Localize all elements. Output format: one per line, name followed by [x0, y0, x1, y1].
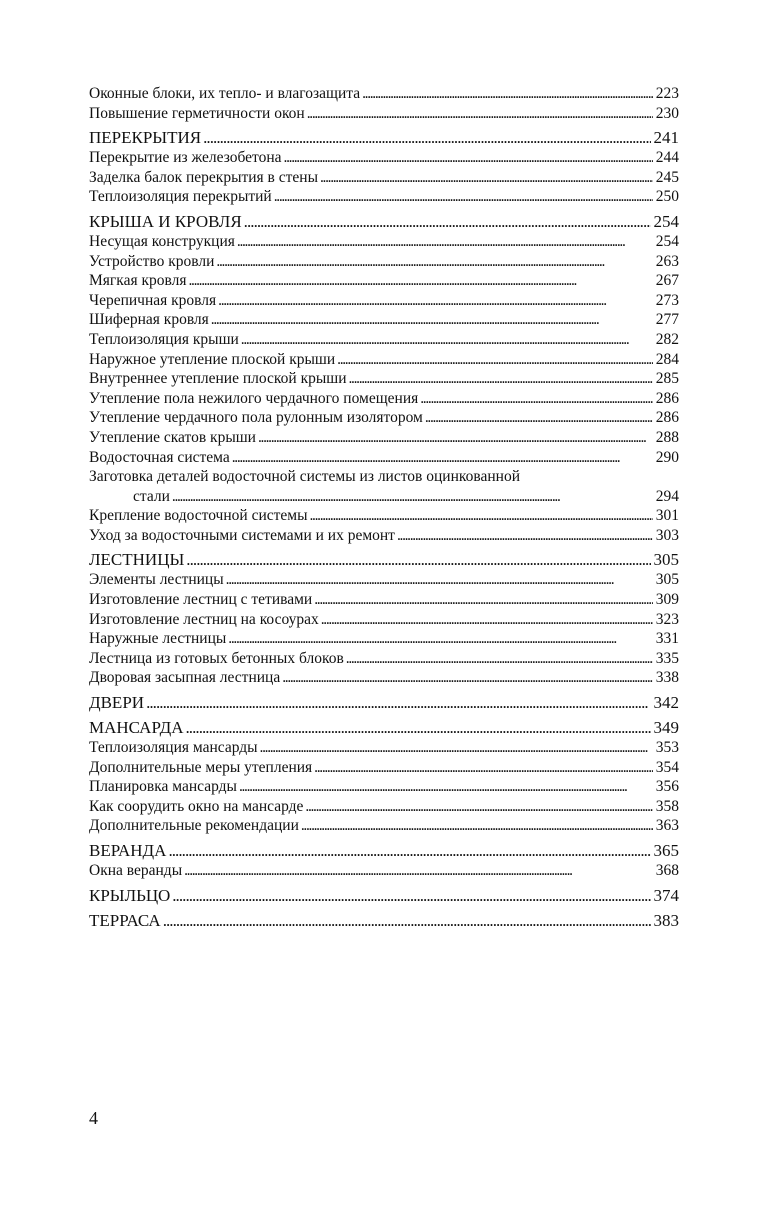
- toc-entry-title: Шиферная кровля: [89, 311, 209, 329]
- toc-entry-title: Перекрытие из железобетона: [89, 149, 282, 167]
- toc-entry-title: Уход за водосточными системами и их ремонт: [89, 526, 395, 544]
- dot-leader: [274, 187, 653, 207]
- toc-section: [89, 911, 679, 931]
- dot-leader: [226, 570, 653, 590]
- toc-entry-page: 358: [655, 797, 679, 815]
- toc-entry-title-line: Заготовка деталей водосточной системы из листов оцинкованной: [89, 468, 521, 486]
- toc-entry-page: 331: [655, 630, 679, 648]
- toc-section: [89, 886, 679, 906]
- toc-entry-page: 338: [655, 669, 679, 687]
- dot-leader: [282, 668, 653, 688]
- toc-entry: [89, 610, 679, 630]
- toc-section-title: ВЕРАНДА: [89, 841, 167, 860]
- dot-leader: [168, 841, 650, 861]
- toc-entry-page: 277: [655, 311, 679, 329]
- toc-entry-page: 294: [655, 487, 679, 505]
- toc-entry-title: Устройство кровли: [89, 252, 215, 270]
- toc-entry: [89, 232, 679, 252]
- toc-entry-title: Дополнительные меры утепления: [89, 758, 313, 776]
- toc-entry: [89, 526, 679, 546]
- toc-entry-page: 363: [655, 817, 679, 835]
- dot-leader: [420, 389, 653, 409]
- toc-entry: [89, 777, 679, 797]
- toc-entry: [89, 252, 679, 272]
- dot-leader: [239, 777, 653, 797]
- toc-section-page: 305: [653, 550, 679, 570]
- dot-leader: [362, 84, 653, 104]
- toc-section-page: 365: [653, 841, 679, 860]
- toc-entry: [89, 168, 679, 188]
- toc-entry-title: Как соорудить окно на мансарде: [89, 797, 304, 815]
- toc-section-page: 374: [653, 885, 679, 905]
- toc-entry-title: Повышение герметичности окон: [89, 104, 305, 122]
- toc-entry: [89, 487, 679, 507]
- toc-entry-title: Планировка мансарды: [89, 778, 237, 796]
- dot-leader: [216, 252, 652, 272]
- toc-entry-title: Теплоизоляция перекрытий: [89, 188, 272, 206]
- toc-entry: [89, 797, 679, 817]
- toc-entry-title: Лестница из готовых бетонных блоков: [89, 649, 344, 667]
- toc-section-title: ДВЕРИ: [89, 693, 145, 713]
- dot-leader: [284, 148, 653, 168]
- toc-entry: [89, 389, 679, 409]
- toc-entry-title: Водосточная система: [89, 448, 230, 466]
- toc-entry: [89, 330, 679, 350]
- toc-section-title: ПЕРЕКРЫТИЯ: [89, 128, 202, 148]
- toc-entry-page: 301: [655, 507, 679, 525]
- toc-section-page: 383: [653, 910, 679, 930]
- dot-leader: [305, 797, 652, 817]
- toc-entry-page: 305: [655, 571, 679, 589]
- toc-entry-page: 284: [655, 350, 679, 368]
- dot-leader: [241, 330, 653, 350]
- toc-entry-title: Изготовление лестниц с тетивами: [89, 591, 313, 609]
- dot-leader: [258, 428, 653, 448]
- toc-entry-page: 245: [655, 168, 679, 186]
- toc-entry-title: Наружные лестницы: [89, 630, 227, 648]
- toc-entry-title: Утепление скатов крыши: [89, 428, 256, 446]
- dot-leader: [184, 861, 653, 881]
- toc-entry-title: Крепление водосточной системы: [89, 507, 308, 525]
- dot-leader: [218, 291, 653, 311]
- toc-entry: [89, 428, 679, 448]
- toc-entry-page: 353: [655, 739, 679, 757]
- toc-entry: [89, 350, 679, 370]
- dot-leader: [314, 758, 653, 778]
- dot-leader: [203, 128, 650, 148]
- toc-entry: [89, 291, 679, 311]
- toc-section-page: 342: [653, 693, 679, 713]
- toc-section-title: КРЫЛЬЦО: [89, 885, 171, 905]
- toc-entry-page: 303: [655, 526, 679, 544]
- toc-entry: [89, 861, 679, 881]
- toc-section: [89, 212, 679, 232]
- toc-entry-title: Изготовление лестниц на косоурах: [89, 610, 319, 628]
- dot-leader: [425, 408, 653, 428]
- toc-section-page: 254: [653, 211, 679, 231]
- toc-entry-title: Дворовая засыпная лестница: [89, 669, 281, 687]
- toc-entry: [89, 408, 679, 428]
- toc-entry: [89, 84, 679, 104]
- toc-entry: [89, 506, 679, 526]
- toc-entry-page: 267: [655, 272, 679, 290]
- toc-entry: [89, 448, 679, 468]
- toc-entry-page: 250: [655, 188, 679, 206]
- dot-leader: [260, 738, 653, 758]
- toc-section: [89, 550, 679, 570]
- dot-leader: [146, 693, 650, 713]
- toc-entry-page: 273: [655, 291, 679, 309]
- dot-leader: [188, 271, 652, 291]
- toc-entry: [89, 758, 679, 778]
- toc-entry: [89, 668, 679, 688]
- toc-entry-title: Утепление пола нежилого чердачного помещения: [89, 389, 419, 407]
- toc-entry: [89, 187, 679, 207]
- toc-entry-title: Черепичная кровля: [89, 291, 217, 309]
- dot-leader: [314, 590, 653, 610]
- toc-entry: [89, 369, 679, 389]
- toc-entry: [89, 816, 679, 836]
- toc-entry-page: 288: [655, 428, 679, 446]
- toc-section: [89, 128, 679, 148]
- dot-leader: [337, 350, 653, 370]
- dot-leader: [232, 448, 653, 468]
- toc-entry-page: 286: [655, 389, 679, 407]
- dot-leader: [310, 506, 653, 526]
- table-of-contents: [89, 84, 679, 931]
- toc-section-title: ТЕРРАСА: [89, 910, 161, 930]
- toc-entry-page: 354: [655, 758, 679, 776]
- dot-leader: [397, 526, 653, 546]
- toc-entry-title: Наружное утепление плоской крыши: [89, 350, 336, 368]
- toc-entry-title: Теплоизоляция крыши: [89, 330, 239, 348]
- toc-entry: [89, 649, 679, 669]
- toc-entry-title: Заделка балок перекрытия в стены: [89, 168, 318, 186]
- toc-entry-page: 309: [655, 591, 679, 609]
- toc-section: [89, 841, 679, 861]
- dot-leader: [237, 232, 653, 252]
- dot-leader: [244, 212, 651, 232]
- toc-entry-page: 368: [655, 862, 679, 879]
- toc-entry-title: Теплоизоляция мансарды: [89, 739, 258, 757]
- toc-entry-page: 244: [655, 149, 679, 167]
- toc-entry-title: Оконные блоки, их тепло- и влагозащита: [89, 85, 361, 102]
- dot-leader: [349, 369, 653, 389]
- dot-leader: [228, 629, 652, 649]
- toc-entry: [89, 271, 679, 291]
- toc-section-page: 349: [653, 718, 679, 738]
- page-number: 4: [89, 1108, 98, 1128]
- toc-section: [89, 693, 679, 713]
- dot-leader: [211, 310, 653, 330]
- toc-entry-page: 286: [655, 409, 679, 427]
- toc-entry-page: 356: [655, 778, 679, 796]
- toc-entry-title: Элементы лестницы: [89, 571, 224, 589]
- dot-leader: [186, 718, 651, 738]
- toc-entry-title: Дополнительные рекомендации: [89, 817, 299, 835]
- toc-section-title: ЛЕСТНИЦЫ: [89, 550, 185, 570]
- toc-section-title: МАНСАРДА: [89, 718, 184, 738]
- toc-entry-title: Внутреннее утепление плоской крыши: [89, 370, 347, 388]
- toc-entry-page: 230: [655, 104, 679, 122]
- toc-section: [89, 718, 679, 738]
- toc-entry-page: 223: [655, 85, 679, 102]
- toc-entry: [89, 738, 679, 758]
- dot-leader: [301, 816, 653, 836]
- toc-entry-title: Утепление чердачного пола рулонным изолятором: [89, 409, 423, 427]
- toc-entry: [89, 629, 679, 649]
- toc-entry-page: 263: [655, 252, 679, 270]
- toc-entry: [89, 310, 679, 330]
- toc-section-title: КРЫША И КРОВЛЯ: [89, 211, 242, 231]
- toc-entry-title: Несущая конструкция: [89, 232, 235, 250]
- toc-entry-page: 323: [655, 610, 679, 628]
- dot-leader: [163, 911, 651, 931]
- toc-entry-title: Окна веранды: [89, 862, 183, 879]
- toc-entry-title: стали: [133, 487, 170, 505]
- toc-entry-title: Мягкая кровля: [89, 272, 187, 290]
- dot-leader: [172, 487, 653, 507]
- toc-entry: [89, 104, 679, 124]
- dot-leader: [321, 610, 653, 630]
- dot-leader: [307, 104, 653, 124]
- toc-section-page: 241: [653, 128, 679, 148]
- toc-entry: [89, 570, 679, 590]
- toc-entry: [89, 590, 679, 610]
- dot-leader: [172, 886, 650, 906]
- toc-entry-page: 254: [655, 232, 679, 250]
- toc-entry-page: 335: [655, 649, 679, 667]
- dot-leader: [320, 168, 653, 188]
- dot-leader: [186, 550, 650, 570]
- dot-leader: [346, 649, 653, 669]
- toc-entry-page: 290: [655, 448, 679, 466]
- toc-entry-page: 282: [655, 330, 679, 348]
- toc-entry: [89, 148, 679, 168]
- toc-entry-page: 285: [655, 370, 679, 388]
